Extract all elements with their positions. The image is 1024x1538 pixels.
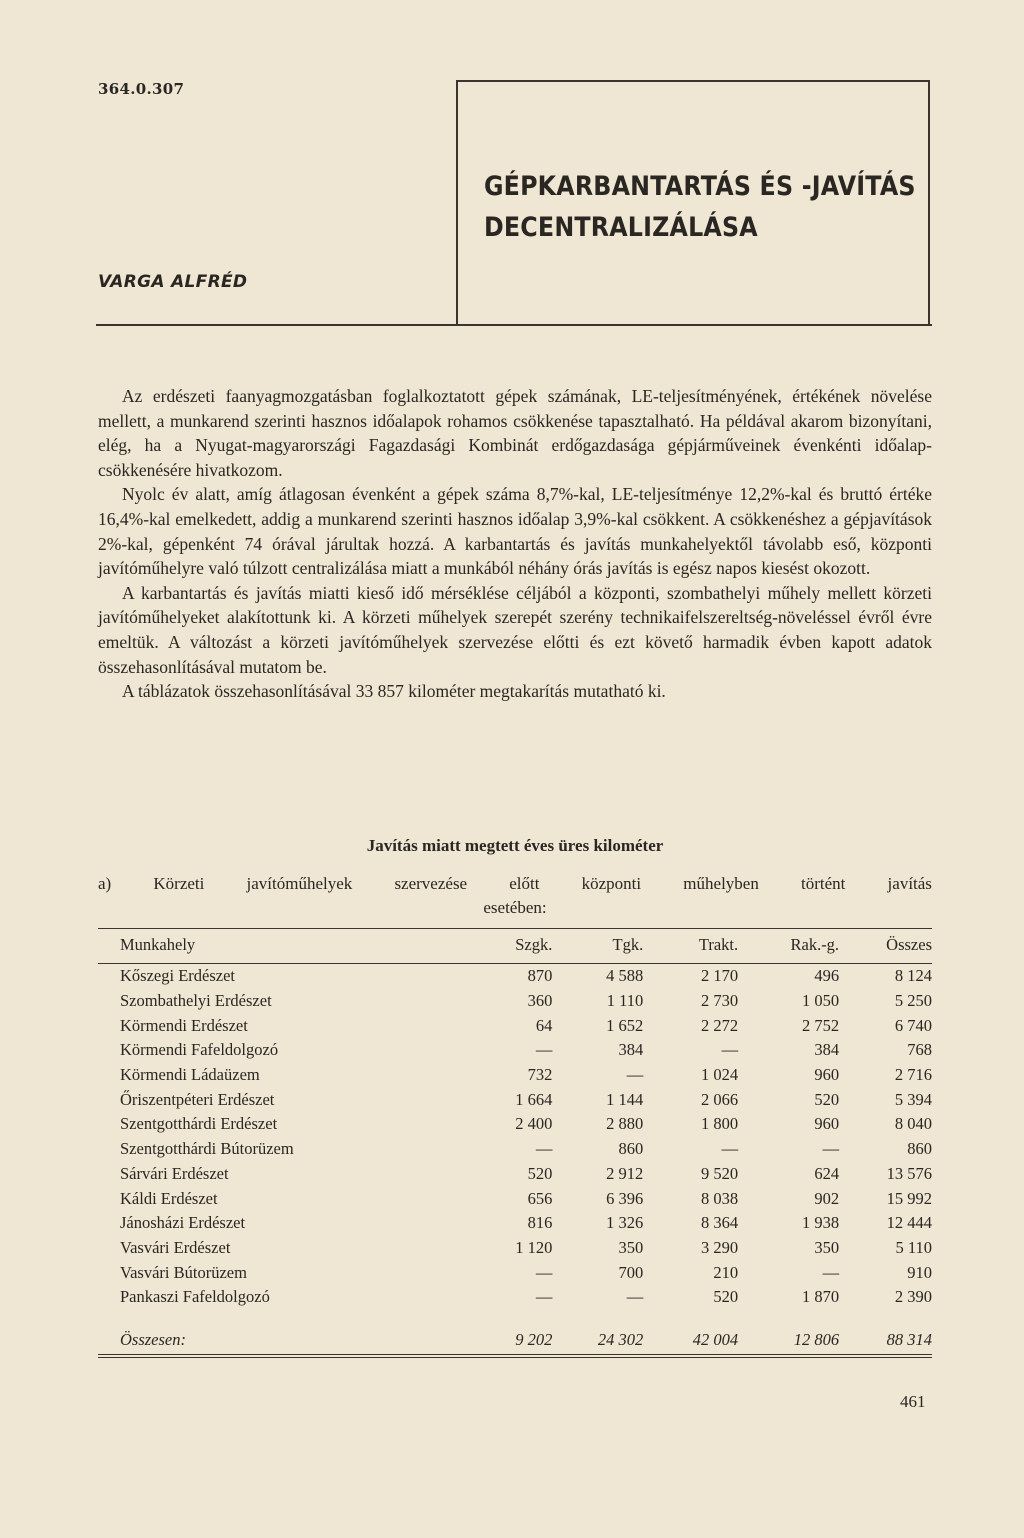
- cell-szgk: 870: [527, 966, 553, 986]
- caption-word: Körzeti: [153, 874, 205, 893]
- cell-trakt: 520: [713, 1287, 739, 1307]
- cell-workplace: Jánosházi Erdészet: [120, 1213, 246, 1233]
- cell-total: 910: [907, 1262, 932, 1282]
- cell-tgk: 6 396: [606, 1188, 644, 1208]
- cell-tgk: —: [626, 1287, 644, 1307]
- table-row: [98, 1137, 932, 1162]
- cell-tgk: 2 880: [606, 1114, 644, 1134]
- cell-total: 5 250: [894, 991, 932, 1011]
- cell-total: 8 040: [894, 1114, 932, 1134]
- cell-workplace: Káldi Erdészet: [120, 1188, 218, 1208]
- cell-rakg: 902: [814, 1188, 840, 1208]
- cell-tgk: 1 144: [606, 1089, 644, 1109]
- col-header-trakt: Trakt.: [698, 935, 739, 954]
- col-header-workplace: Munkahely: [120, 935, 196, 954]
- cell-szgk: 1 664: [515, 1089, 553, 1109]
- cell-trakt: 2 730: [700, 991, 739, 1011]
- caption-word: történt: [801, 874, 846, 893]
- cell-szgk: 2 400: [515, 1114, 553, 1134]
- cell-rakg: 1 938: [801, 1213, 840, 1233]
- cell-rakg: 960: [814, 1114, 840, 1134]
- cell-rakg: 1 870: [801, 1287, 840, 1307]
- cell-szgk: 732: [527, 1065, 553, 1085]
- table-row: [98, 1087, 932, 1112]
- table-row: [98, 1186, 932, 1211]
- cell-tgk: 860: [618, 1139, 644, 1159]
- paragraph-3: A karbantartás és javítás miatti kieső idő mérséklése céljából a központi, szombathelyi műhely mellett körzeti javítóműhelyeket alakítottunk ki. A körzeti műhelyek szerepét szerény technikaifelszereltség-növeléssel évről évre emeltük. A változást a körzeti javítóműhelyek szervezése előtti és ezt követő harmadik évben kapott adatok összehasonlításával mutatom be.: [98, 582, 932, 677]
- cell-trakt: 8 038: [700, 1188, 739, 1208]
- total-label: Összesen:: [120, 1329, 186, 1349]
- cell-workplace: Szentgotthárdi Bútorüzem: [120, 1139, 294, 1159]
- table-caption-line-1: [98, 872, 932, 896]
- total-rakg: 12 806: [793, 1329, 840, 1349]
- table-row: [98, 1112, 932, 1137]
- caption-word: a): [98, 874, 112, 893]
- total-szgk: 9 202: [515, 1329, 553, 1349]
- udc-code: 364.0.307: [98, 80, 185, 98]
- cell-tgk: 4 588: [606, 966, 644, 986]
- article-title: [484, 166, 916, 248]
- cell-rakg: 520: [814, 1089, 840, 1109]
- cell-rakg: 960: [814, 1065, 840, 1085]
- cell-workplace: Körmendi Fafeldolgozó: [120, 1040, 279, 1060]
- cell-workplace: Őriszentpéteri Erdészet: [120, 1089, 275, 1109]
- table-row: [98, 1063, 932, 1088]
- total-all: 88 314: [886, 1329, 932, 1349]
- cell-szgk: —: [535, 1287, 553, 1307]
- cell-rakg: 350: [814, 1237, 840, 1257]
- cell-rakg: —: [822, 1262, 840, 1282]
- cell-total: 5 110: [895, 1237, 932, 1257]
- cell-trakt: 2 066: [700, 1089, 739, 1109]
- caption-word: előtt: [509, 874, 540, 893]
- cell-rakg: 384: [814, 1040, 840, 1060]
- cell-total: 5 394: [894, 1089, 932, 1109]
- cell-tgk: 1 326: [606, 1213, 644, 1233]
- cell-total: 2 716: [894, 1065, 932, 1085]
- header-divider: [96, 324, 932, 326]
- cell-rakg: 624: [814, 1163, 840, 1183]
- total-row: [98, 1316, 932, 1354]
- cell-workplace: Szombathelyi Erdészet: [120, 991, 272, 1011]
- cell-total: 860: [907, 1139, 932, 1159]
- cell-workplace: Vasvári Bútorüzem: [120, 1262, 247, 1282]
- cell-szgk: 656: [527, 1188, 553, 1208]
- cell-trakt: 2 272: [700, 1015, 739, 1035]
- total-tgk: 24 302: [597, 1329, 644, 1349]
- table-caption: [98, 872, 932, 920]
- table-caption-line-2: esetében:: [483, 898, 547, 917]
- table-row: [98, 1285, 932, 1310]
- title-line-2: DECENTRALIZÁLÁSA: [484, 212, 758, 243]
- table-row: [98, 989, 932, 1014]
- cell-szgk: 816: [527, 1213, 553, 1233]
- data-table: [98, 928, 932, 1358]
- caption-word: javítás: [887, 874, 932, 893]
- cell-workplace: Körmendi Ládaüzem: [120, 1065, 260, 1085]
- cell-rakg: 1 050: [801, 991, 840, 1011]
- cell-total: 12 444: [886, 1213, 932, 1233]
- cell-trakt: 210: [713, 1262, 739, 1282]
- paragraph-1: Az erdészeti faanyagmozgatásban foglalkoztatott gépek számának, LE-teljesítményének, értékének növelése mellett, a munkarend szerinti hasznos időalapok rohamos csökkenése tapasztalható. Ha példával akarom bizonyítani, elég, ha a Nyugat-magyarországi Fagazdasági Kombinát erdőgazdasága gépjárműveinek évenkénti időalap-csökkenésére hivatkozom.: [98, 386, 932, 480]
- cell-rakg: —: [822, 1139, 840, 1159]
- cell-workplace: Pankaszi Fafeldolgozó: [120, 1287, 270, 1307]
- table-header-row: [98, 929, 932, 963]
- table-row: [98, 1236, 932, 1261]
- title-line-1: GÉPKARBANTARTÁS ÉS -JAVÍTÁS: [484, 171, 916, 202]
- cell-tgk: 700: [618, 1262, 644, 1282]
- cell-trakt: 1 024: [700, 1065, 739, 1085]
- caption-word: szervezése: [394, 874, 468, 893]
- caption-word: központi: [581, 874, 642, 893]
- cell-workplace: Szentgotthárdi Erdészet: [120, 1114, 278, 1134]
- cell-total: 13 576: [886, 1163, 932, 1183]
- table-row: [98, 1260, 932, 1285]
- paragraph-4: A táblázatok összehasonlításával 33 857 kilométer megtakarítás mutatható ki.: [122, 681, 666, 702]
- col-header-szgk: Szgk.: [515, 935, 553, 954]
- cell-trakt: 1 800: [700, 1114, 739, 1134]
- total-trakt: 42 004: [692, 1329, 739, 1349]
- cell-szgk: —: [535, 1040, 553, 1060]
- table-row: [98, 1013, 932, 1038]
- cell-trakt: 9 520: [700, 1163, 739, 1183]
- cell-total: 6 740: [894, 1015, 932, 1035]
- col-header-total: Összes: [886, 935, 932, 954]
- cell-szgk: —: [535, 1139, 553, 1159]
- cell-trakt: 8 364: [700, 1213, 739, 1233]
- cell-szgk: 1 120: [515, 1237, 553, 1257]
- cell-szgk: 520: [527, 1163, 553, 1183]
- cell-tgk: 1 652: [606, 1015, 644, 1035]
- table-bottom-rule: [98, 1354, 932, 1358]
- cell-workplace: Sárvári Erdészet: [120, 1163, 229, 1183]
- author-name: VARGA ALFRÉD: [98, 272, 248, 292]
- cell-tgk: 350: [618, 1237, 644, 1257]
- table-row: [98, 1211, 932, 1236]
- table-title: Javítás miatt megtett éves üres kilométer: [366, 836, 664, 855]
- col-header-tgk: Tgk.: [612, 935, 644, 954]
- article-body: [98, 384, 932, 704]
- table-row: [98, 964, 932, 989]
- cell-total: 15 992: [886, 1188, 932, 1208]
- cell-workplace: Kőszegi Erdészet: [120, 966, 235, 986]
- cell-trakt: 2 170: [700, 966, 739, 986]
- cell-szgk: 360: [527, 991, 553, 1011]
- cell-szgk: 64: [535, 1015, 553, 1035]
- cell-tgk: 384: [618, 1040, 644, 1060]
- table-row: [98, 1038, 932, 1063]
- cell-tgk: 1 110: [606, 991, 644, 1011]
- cell-total: 8 124: [894, 966, 932, 986]
- paragraph-2: Nyolc év alatt, amíg átlagosan évenként a gépek száma 8,7%-kal, LE-teljesítménye 12,2%-kal és bruttó értéke 16,4%-kal emelkedett, addig a munkarend szerinti hasznos időalap 3,9%-kal csökkent. A csökkenéshez a gépjavítások 2%-kal, gépenként 74 órával járultak hozzá. A karbantartás és javítás munkahelyektől távolabb eső, központi javítóműhelyre való túlzott centralizálása miatt a munkából néhány órás javítás is egész napos kiesést okozott.: [98, 484, 932, 579]
- cell-workplace: Körmendi Erdészet: [120, 1015, 248, 1035]
- page-number: 461: [900, 1392, 926, 1411]
- cell-trakt: —: [721, 1040, 739, 1060]
- cell-tgk: —: [626, 1065, 644, 1085]
- cell-tgk: 2 912: [606, 1163, 644, 1183]
- col-header-rakg: Rak.-g.: [790, 935, 840, 954]
- table-row: [98, 1162, 932, 1187]
- cell-total: 2 390: [894, 1287, 932, 1307]
- cell-rakg: 2 752: [801, 1015, 840, 1035]
- cell-rakg: 496: [814, 966, 840, 986]
- cell-szgk: —: [535, 1262, 553, 1282]
- cell-workplace: Vasvári Erdészet: [120, 1237, 231, 1257]
- cell-trakt: —: [721, 1139, 739, 1159]
- caption-word: javítóműhelyek: [246, 874, 353, 893]
- cell-total: 768: [907, 1040, 932, 1060]
- caption-word: műhelyben: [683, 874, 759, 893]
- cell-trakt: 3 290: [700, 1237, 739, 1257]
